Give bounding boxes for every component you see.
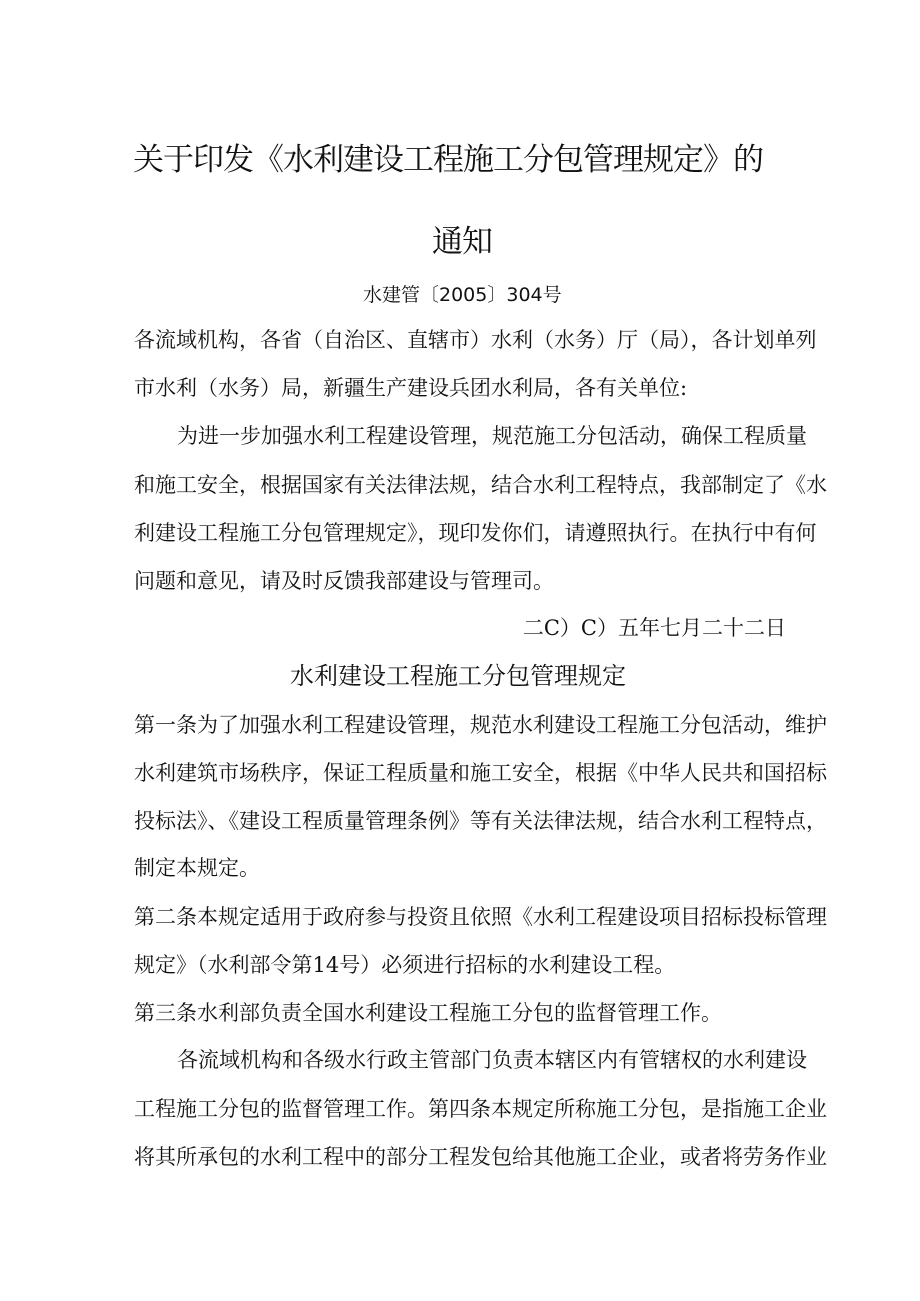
- article-2-line: 规定》（水利部令第14号）必须进行招标的水利建设工程。: [134, 953, 676, 977]
- notice-body-line: 为进一步加强水利工程建设管理，规范施工分包活动，确保工程质量: [177, 424, 807, 448]
- article-2-line: 第二条本规定适用于政府参与投资且依照《水利工程建设项目招标投标管理: [134, 905, 827, 929]
- notice-date: 二C）C）五年七月二十二日: [522, 616, 786, 640]
- supervision-paragraph-line: 各流域机构和各级水行政主管部门负责本辖区内有管辖权的水利建设: [177, 1048, 807, 1072]
- article-1-line: 水利建筑市场秩序，保证工程质量和施工安全，根据《中华人民共和国招标: [134, 761, 827, 785]
- notice-body-line: 和施工安全，根据国家有关法律法规，结合水利工程特点，我部制定了《水: [134, 473, 827, 497]
- notice-title-line2: 通知: [432, 224, 492, 260]
- addressee-line: 各流域机构，各省（自治区、直辖市）水利（水务）厅（局），各计划单列: [134, 328, 817, 352]
- notice-title-line1: 关于印发《水利建设工程施工分包管理规定》的: [133, 142, 763, 178]
- article-1-line: 第一条为了加强水利工程建设管理，规范水利建设工程施工分包活动，维护: [134, 713, 827, 737]
- addressee-line: 市水利（水务）局，新疆生产建设兵团水利局，各有关单位:: [134, 376, 688, 400]
- article-1-line: 制定本规定。: [134, 856, 260, 880]
- notice-body-line: 利建设工程施工分包管理规定》，现印发你们，请遵照执行。在执行中有何: [134, 521, 817, 545]
- article-3-line: 第三条水利部负责全国水利建设工程施工分包的监督管理工作。: [134, 1001, 722, 1025]
- regulation-title: 水利建设工程施工分包管理规定: [290, 662, 626, 690]
- supervision-paragraph-line: 工程施工分包的监督管理工作。第四条本规定所称施工分包，是指施工企业: [134, 1097, 827, 1121]
- notice-body-line: 问题和意见，请及时反馈我部建设与管理司。: [134, 569, 554, 593]
- article-1-line: 投标法》、《建设工程质量管理条例》等有关法律法规，结合水利工程特点，: [134, 809, 827, 833]
- document-number: 水建管〔2005〕304号: [363, 284, 562, 306]
- supervision-paragraph-line: 将其所承包的水利工程中的部分工程发包给其他施工企业，或者将劳务作业: [134, 1145, 827, 1169]
